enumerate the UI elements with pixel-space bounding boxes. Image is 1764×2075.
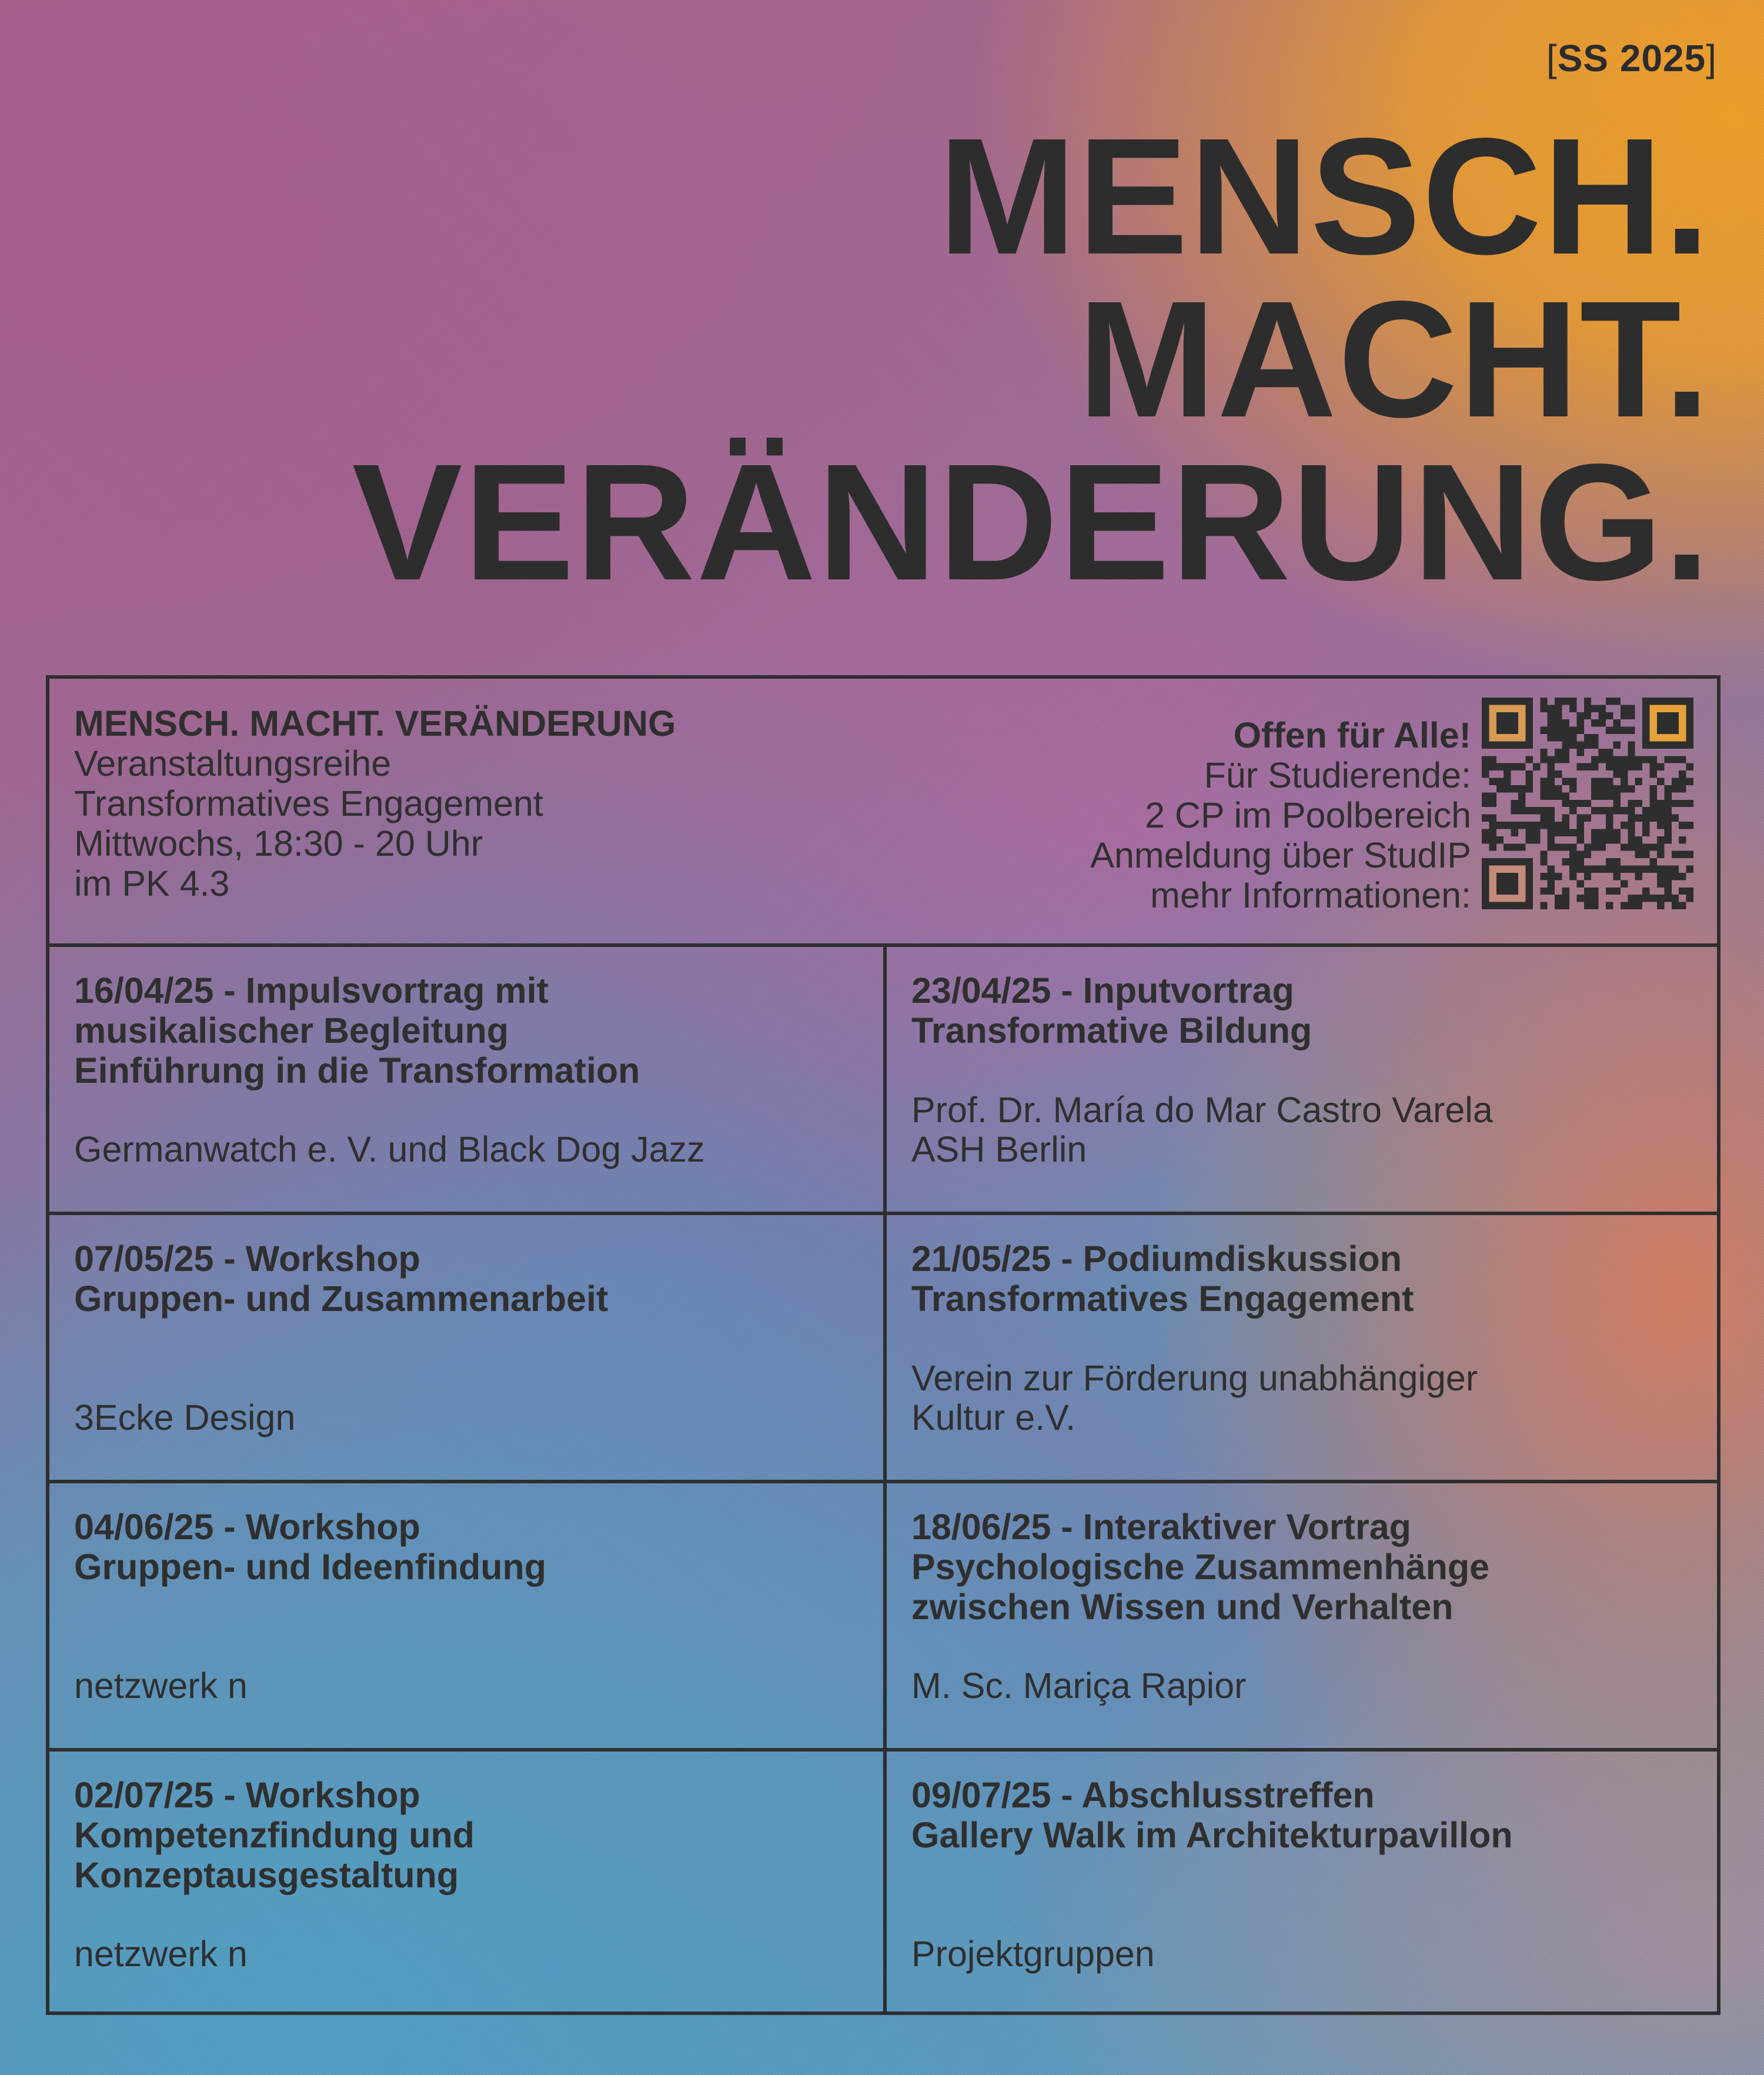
event-host: Verein zur Förderung unabhängiger [911,1358,1478,1398]
event-title: Einführung in die Transformation [74,1050,640,1090]
open-for-all: Offen für Alle! [1233,715,1471,755]
event-cell [49,1483,861,1742]
event-title: Kompetenzfindung und [74,1815,475,1855]
event-host: Germanwatch e. V. und Black Dog Jazz [74,1129,705,1169]
series-line: im PK 4.3 [74,863,230,903]
series-line: Mittwochs, 18:30 - 20 Uhr [74,823,483,863]
event-host: 3Ecke Design [74,1397,296,1437]
qr-code-icon[interactable] [1482,698,1693,909]
event-title: Transformatives Engagement [911,1279,1414,1319]
series-title: MENSCH. MACHT. VERÄNDERUNG [74,703,676,743]
registration-line: Anmeldung über StudIP [1090,835,1471,875]
event-host: ASH Berlin [911,1129,1087,1169]
event-host: M. Sc. Mariça Rapior [911,1666,1247,1706]
headline-line: MACHT. [1077,266,1711,452]
event-cell [49,947,861,1206]
event-cell [49,1215,861,1474]
series-line: Veranstaltungsreihe [74,743,392,783]
event-title: 09/07/25 - Abschlusstreffen [911,1775,1375,1815]
event-cell [887,1215,1698,1474]
event-host: Projektgruppen [911,1934,1155,1974]
series-info [74,703,676,903]
event-title: zwischen Wissen und Verhalten [911,1587,1454,1627]
registration-line: mehr Informationen: [1150,875,1471,915]
event-title: 21/05/25 - Podiumdiskussion [911,1239,1402,1279]
event-host: netzwerk n [74,1666,248,1706]
event-title: Gruppen- und Zusammenarbeit [74,1279,609,1319]
event-title: Gallery Walk im Architekturpavillon [911,1815,1513,1855]
event-title: musikalischer Begleitung [74,1010,509,1050]
event-title: 02/07/25 - Workshop [74,1775,420,1815]
registration-info [1090,715,1471,915]
headline-line: MENSCH. [938,104,1711,289]
event-title: 18/06/25 - Interaktiver Vortrag [911,1507,1411,1547]
event-title: 16/04/25 - Impulsvortrag mit [74,970,549,1010]
registration-line: Für Studierende: [1204,755,1471,795]
event-cell [49,1752,861,2010]
event-host: Prof. Dr. María do Mar Castro Varela [911,1090,1493,1130]
schedule-table [46,675,1720,2015]
event-title: Gruppen- und Ideenfindung [74,1547,547,1587]
event-title: 23/04/25 - Inputvortrag [911,970,1294,1010]
event-cell [887,1752,1698,2010]
event-cell [887,947,1698,1206]
event-title: 04/06/25 - Workshop [74,1507,420,1547]
event-host: Kultur e.V. [911,1397,1076,1437]
event-title: Transformative Bildung [911,1010,1312,1050]
event-title: Konzeptausgestaltung [74,1855,459,1895]
event-title: Psychologische Zusammenhänge [911,1547,1490,1587]
event-title: 07/05/25 - Workshop [74,1239,420,1279]
headline-line: VERÄNDERUNG. [352,429,1711,615]
semester-badge: [SS 2025] [1546,37,1717,79]
registration-line: 2 CP im Poolbereich [1145,795,1471,835]
event-host: netzwerk n [74,1934,248,1974]
event-cell [887,1483,1698,1742]
series-line: Transformatives Engagement [74,783,543,823]
headline [352,104,1711,615]
